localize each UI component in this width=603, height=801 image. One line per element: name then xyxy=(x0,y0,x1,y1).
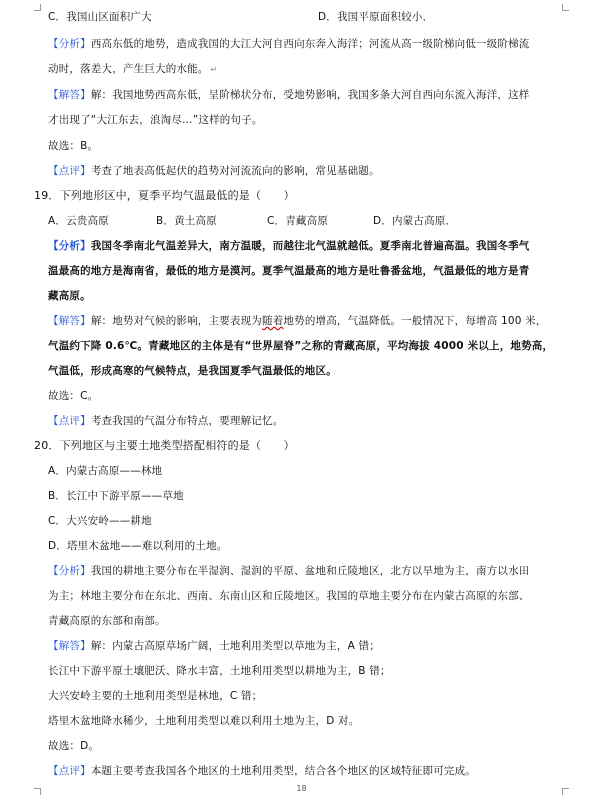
q18-choice: 故选：B。 xyxy=(48,140,99,152)
q18-comment: 【点评】考查了地表高低起伏的趋势对河流流向的影响，常见基础题。 xyxy=(48,165,380,177)
comment-tag: 【点评】 xyxy=(48,165,91,177)
crop-mark-top-left xyxy=(34,4,41,11)
q20-answer-line-2: 长江中下游平原土壤肥沃、降水丰富，土地利用类型以耕地为主，B 错； xyxy=(48,665,391,677)
q20-option-c: C．大兴安岭——耕地 xyxy=(48,515,152,527)
q18-option-c: C．我国山区面积广大 xyxy=(48,11,152,23)
comment-tag: 【点评】 xyxy=(48,765,91,777)
q19-choice: 故选：C。 xyxy=(48,390,99,402)
q20-choice: 故选：D。 xyxy=(48,740,100,752)
q20-option-a: A．内蒙古高原——林地 xyxy=(48,465,163,477)
q19-comment: 【点评】考查我国的气温分布特点，要理解记忆。 xyxy=(48,415,284,427)
q18-options-row xyxy=(48,10,563,24)
q19-stem: 19．下列地形区中，夏季平均气温最低的是（ ） xyxy=(34,189,295,202)
q20-analysis-line-3: 青藏高原的东部和南部。 xyxy=(48,615,166,627)
page-number: 18 xyxy=(296,784,307,793)
q18-analysis-line-1: 【分析】西高东低的地势，造成我国的大江大河自西向东奔入海洋；河流从高一级阶梯向低一级阶梯流 xyxy=(48,38,530,50)
q20-stem: 20．下列地区与主要土地类型搭配相符的是（ ） xyxy=(34,439,295,452)
paragraph-mark: ↵ xyxy=(210,65,218,74)
crop-mark-top-right xyxy=(562,4,569,11)
answer-tag: 【解答】 xyxy=(48,640,91,652)
q20-answer-line-1: 【解答】解：内蒙古高原草场广阔，土地利用类型以草地为主，A 错； xyxy=(48,640,380,652)
q20-analysis-line-2: 为主；林地主要分布在东北、西南、东南山区和丘陵地区。我国的草地主要分布在内蒙古高原的东部、 xyxy=(48,590,530,602)
q19-analysis-line-1: 【分析】我国冬季南北气温差异大，南方温暖，而越往北气温就越低。夏季南北普遍高温。我国冬季气 xyxy=(48,240,530,252)
q19-analysis-line-3: 藏高原。 xyxy=(48,290,91,302)
answer-tag: 【解答】 xyxy=(48,89,91,101)
q20-analysis-line-1: 【分析】我国的耕地主要分布在半湿润、湿润的平原、盆地和丘陵地区，北方以旱地为主，南方以水田 xyxy=(48,565,530,577)
q19-answer-line-1: 【解答】解：地势对气候的影响，主要表现为随着地势的增高，气温降低。一般情况下，每增高 100 米， xyxy=(48,315,547,327)
q19-option-c: C．青藏高原 xyxy=(267,215,329,227)
comment-tag: 【点评】 xyxy=(48,415,91,427)
q20-option-d: D．塔里木盆地——难以利用的土地。 xyxy=(48,540,228,552)
answer-tag: 【解答】 xyxy=(48,315,91,327)
analysis-tag: 【分析】 xyxy=(48,38,91,50)
q18-answer-line-2: 才出现了“大江东去，浪淘尽…”这样的句子。 xyxy=(48,114,263,126)
q20-answer-line-3: 大兴安岭主要的土地利用类型是林地，C 错； xyxy=(48,690,263,702)
q19-analysis-line-2: 温最高的地方是海南省，最低的地方是漠河。夏季气温最高的地方是吐鲁番盆地，气温最低的地方是青 xyxy=(48,265,530,277)
spellcheck-underline: 随着 xyxy=(262,315,284,327)
q19-options-row xyxy=(48,214,563,228)
q20-answer-line-4: 塔里木盆地降水稀少，土地利用类型以难以利用土地为主，D 对。 xyxy=(48,715,360,727)
q19-option-d: D．内蒙古高原． xyxy=(373,215,457,227)
analysis-tag: 【分析】 xyxy=(48,565,91,577)
q20-option-b: B．长江中下游平原——草地 xyxy=(48,490,184,502)
q19-option-a: A．云贵高原 xyxy=(48,215,109,227)
q19-answer-line-3: 气温低，形成高寒的气候特点，是我国夏季气温最低的地区。 xyxy=(48,365,337,377)
q19-answer-line-2: 气温约下降 0.6℃。青藏地区的主体是有“世界屋脊”之称的青藏高原，平均海拔 4000 米以上，地势高， xyxy=(48,340,554,352)
q20-comment: 【点评】本题主要考查我国各个地区的土地利用类型，结合各个地区的区域特征即可完成。 xyxy=(48,765,477,777)
q19-option-b: B．黄土高原 xyxy=(156,215,217,227)
q18-analysis-line-2: 动时，落差大，产生巨大的水能。 ↵ xyxy=(48,63,218,75)
q18-option-d: D．我国平原面积较小． xyxy=(318,11,434,23)
q18-answer-line-1: 【解答】解：我国地势西高东低，呈阶梯状分布，受地势影响，我国多条大河自西向东流入海洋，这样 xyxy=(48,89,530,101)
analysis-tag: 【分析】 xyxy=(48,240,91,252)
